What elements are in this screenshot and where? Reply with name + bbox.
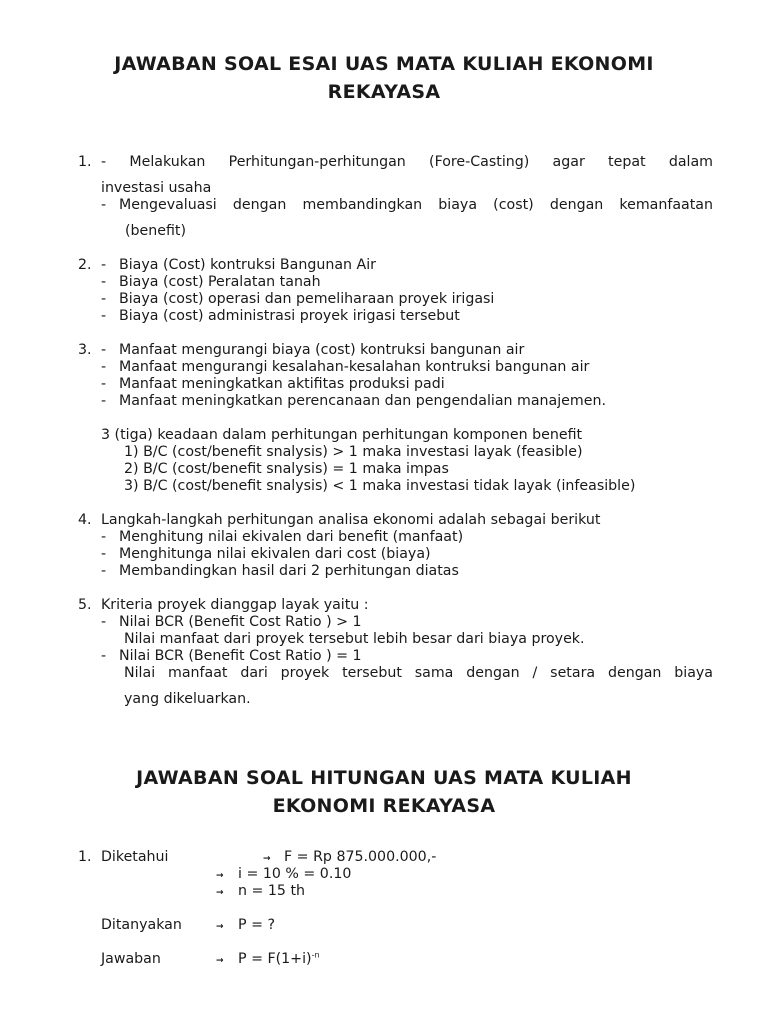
q3-item-1: Manfaat mengurangi biaya (cost) kontruksi bangunan air	[119, 342, 525, 358]
q2-item-2: Biaya (cost) Peralatan tanah	[119, 274, 321, 290]
essay-title-line-1: JAWABAN SOAL ESAI UAS MATA KULIAH EKONOMI	[114, 53, 654, 75]
q1-number: 1.	[78, 154, 92, 170]
calc-answer	[238, 951, 320, 968]
q5-dash-2: -	[101, 648, 107, 664]
q2-dash-2: -	[101, 274, 107, 290]
arrow-icon: →	[263, 854, 270, 864]
q3-sub-item-1: 1) B/C (cost/benefit snalysis) > 1 maka investasi layak (feasible)	[124, 444, 583, 460]
q5-item-2-desc-line1: Nilai manfaat dari proyek tersebut sama dengan / setara dengan biaya	[124, 665, 713, 681]
q4-dash-2: -	[101, 546, 107, 562]
calc-asked-label: Ditanyakan	[101, 917, 182, 933]
q3-dash-4: -	[101, 393, 107, 409]
arrow-icon: →	[216, 888, 223, 898]
q4-item-1: Menghitung nilai ekivalen dari benefit (manfaat)	[119, 529, 464, 545]
q3-item-4: Manfaat meningkatkan perencanaan dan pengendalian manajemen.	[119, 393, 606, 409]
q3-item-3: Manfaat meningkatkan aktifitas produksi padi	[119, 376, 445, 392]
q2-item-4: Biaya (cost) administrasi proyek irigasi tersebut	[119, 308, 460, 324]
arrow-icon: →	[216, 922, 223, 932]
calc-answer-base: P = F(1+i)	[238, 951, 312, 967]
q4-item-3: Membandingkan hasil dari 2 perhitungan diatas	[119, 563, 459, 579]
calc-title-line-2: EKONOMI REKAYASA	[272, 795, 496, 817]
calc-title-line-1: JAWABAN SOAL HITUNGAN UAS MATA KULIAH	[136, 767, 632, 789]
calc-answer-exponent: -n	[311, 950, 320, 960]
q3-sub-item-2: 2) B/C (cost/benefit snalysis) = 1 maka impas	[124, 461, 449, 477]
q3-dash-3: -	[101, 376, 107, 392]
calc-known-f: F = Rp 875.000.000,-	[284, 849, 437, 865]
q4-intro: Langkah-langkah perhitungan analisa ekonomi adalah sebagai berikut	[101, 512, 601, 528]
q5-intro: Kriteria proyek dianggap layak yaitu :	[101, 597, 369, 613]
q4-item-2: Menghitunga nilai ekivalen dari cost (biaya)	[119, 546, 431, 562]
q2-dash-1: -	[101, 257, 107, 273]
q2-item-3: Biaya (cost) operasi dan pemeliharaan proyek irigasi	[119, 291, 495, 307]
q1-item2-line2: (benefit)	[125, 223, 187, 239]
q5-item-2-desc-line2: yang dikeluarkan.	[124, 691, 251, 707]
q2-number: 2.	[78, 257, 92, 273]
q3-dash-1: -	[101, 342, 107, 358]
calc-known-i: i = 10 % = 0.10	[238, 866, 352, 882]
q3-dash-2: -	[101, 359, 107, 375]
calc-asked: P = ?	[238, 917, 275, 933]
q3-sub-heading: 3 (tiga) keadaan dalam perhitungan perhitungan komponen benefit	[101, 427, 583, 443]
calc-number: 1.	[78, 849, 92, 865]
q2-dash-4: -	[101, 308, 107, 324]
q5-item-2: Nilai BCR (Benefit Cost Ratio ) = 1	[119, 648, 362, 664]
q1-item1-line2: investasi usaha	[101, 180, 212, 196]
q4-number: 4.	[78, 512, 92, 528]
q1-item2-line1: Mengevaluasi dengan membandingkan biaya (cost) dengan kemanfaatan	[119, 197, 713, 213]
q5-item-1: Nilai BCR (Benefit Cost Ratio ) > 1	[119, 614, 362, 630]
q2-item-1: Biaya (Cost) kontruksi Bangunan Air	[119, 257, 377, 273]
calc-title	[60, 764, 708, 820]
essay-title	[60, 50, 708, 106]
q1-item1-line1: - Melakukan Perhitungan-perhitungan (Fore-Casting) agar tepat dalam	[101, 154, 713, 170]
q3-number: 3.	[78, 342, 92, 358]
q4-dash-1: -	[101, 529, 107, 545]
q2-dash-3: -	[101, 291, 107, 307]
calc-known-n: n = 15 th	[238, 883, 306, 899]
arrow-icon: →	[216, 956, 223, 966]
q3-item-2: Manfaat mengurangi kesalahan-kesalahan kontruksi bangunan air	[119, 359, 590, 375]
essay-title-line-2: REKAYASA	[327, 81, 441, 103]
q3-sub-item-3: 3) B/C (cost/benefit snalysis) < 1 maka investasi tidak layak (infeasible)	[124, 478, 636, 494]
calc-answer-label: Jawaban	[101, 951, 161, 967]
arrow-icon: →	[216, 871, 223, 881]
q4-dash-3: -	[101, 563, 107, 579]
q5-number: 5.	[78, 597, 92, 613]
calc-known-label: Diketahui	[101, 849, 169, 865]
q5-item-1-desc: Nilai manfaat dari proyek tersebut lebih besar dari biaya proyek.	[124, 631, 585, 647]
q5-dash-1: -	[101, 614, 107, 630]
q1-item2-dash: -	[101, 197, 107, 213]
